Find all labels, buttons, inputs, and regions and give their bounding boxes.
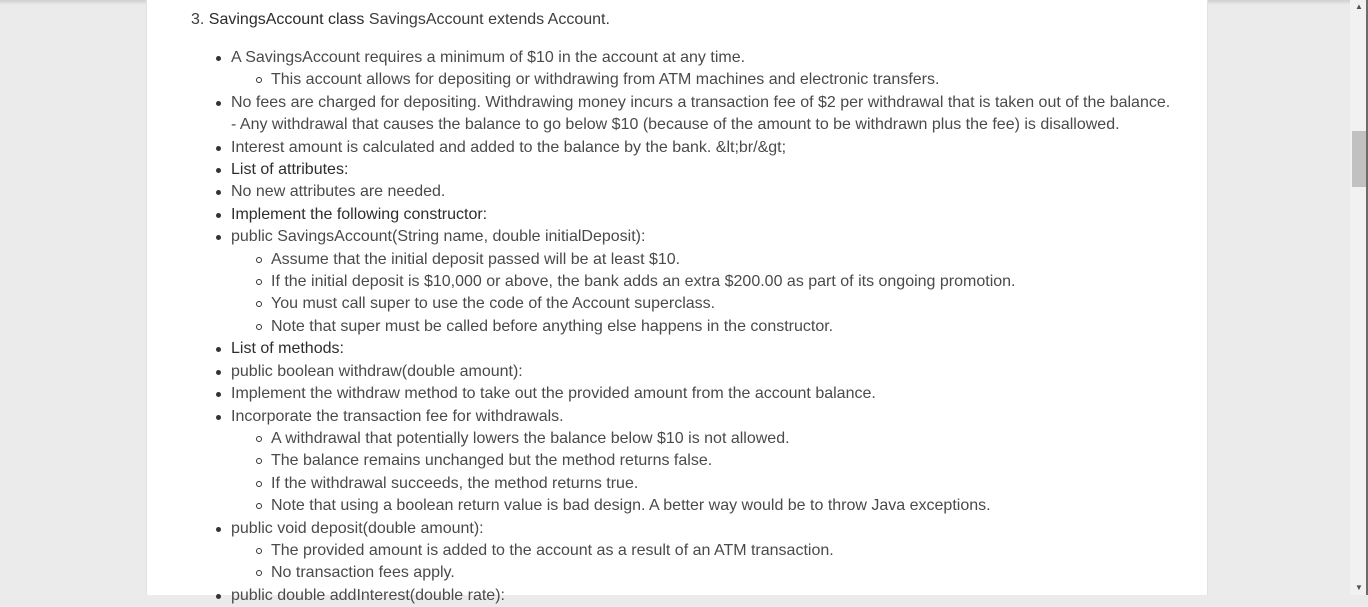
- bullet-icon: [216, 594, 221, 599]
- list-item-text: public boolean withdraw(double amount):: [231, 362, 523, 380]
- sub-list-item: [231, 428, 1191, 450]
- bullet-icon: [216, 168, 221, 173]
- list-item-text: The provided amount is added to the account as a result of an ATM transaction.: [271, 541, 834, 559]
- list-item-text: You must call super to use the code of the Account superclass.: [271, 295, 716, 313]
- list-item: [231, 204, 1191, 226]
- list-item: [231, 518, 1191, 540]
- bullet-icon: [216, 213, 221, 218]
- list-item-text: public void deposit(double amount):: [231, 519, 484, 537]
- section-title: SavingsAccount class: [208, 11, 365, 28]
- list-item: [231, 137, 1191, 159]
- list-item-text: public double addInterest(double rate):: [231, 586, 505, 604]
- list-item-text: Assume that the initial deposit passed will be at least $10.: [271, 250, 681, 268]
- list-item-text: No new attributes are needed.: [231, 183, 446, 201]
- sub-list-item: [231, 271, 1191, 293]
- list-item: [231, 406, 1191, 428]
- requirements-list: [231, 47, 1191, 607]
- sub-list-item: [231, 316, 1191, 338]
- sub-list-item: [231, 69, 1191, 91]
- hollow-bullet-icon: [256, 301, 262, 307]
- list-item-text: A SavingsAccount requires a minimum of $10 in the account at any time.: [231, 49, 746, 66]
- hollow-bullet-icon: [256, 324, 262, 330]
- list-item: [231, 47, 1191, 69]
- list-item: [231, 338, 1191, 360]
- sub-list-item: [231, 249, 1191, 271]
- list-item-text: Interest amount is calculated and added to the balance by the bank. &lt;br/&gt;: [231, 138, 787, 156]
- list-item-text: Incorporate the transaction fee for withdrawals.: [231, 407, 564, 425]
- hollow-bullet-icon: [256, 548, 262, 554]
- bullet-icon: [216, 415, 221, 420]
- sub-list-item: [231, 293, 1191, 315]
- list-item: [231, 92, 1191, 137]
- list-item: [231, 226, 1191, 248]
- list-item-text: No transaction fees apply.: [271, 564, 455, 582]
- list-item-text: A withdrawal that potentially lowers the balance below $10 is not allowed.: [271, 429, 790, 447]
- content-page: [146, 0, 1208, 604]
- list-item-text: Implement the following constructor:: [231, 205, 488, 223]
- list-item-text: Implement the withdraw method to take out the provided amount from the account balance.: [231, 385, 876, 403]
- hollow-bullet-icon: [256, 481, 262, 487]
- sub-list-item: [231, 540, 1191, 562]
- list-item: [231, 585, 1191, 607]
- hollow-bullet-icon: [256, 570, 262, 576]
- scroll-down-icon[interactable]: ▼: [1355, 583, 1363, 592]
- list-item-text: If the initial deposit is $10,000 or above, the bank adds an extra $200.00 as part of its ongoing promotion.: [271, 273, 1016, 291]
- scrollbar-thumb[interactable]: [1352, 131, 1366, 187]
- bullet-icon: [216, 370, 221, 375]
- section-subtitle: SavingsAccount extends Account.: [368, 11, 610, 28]
- list-item-text: No fees are charged for depositing. Withdrawing money incurs a transaction fee of $2 per withdrawal that is taken out of the balance.: [231, 93, 1171, 111]
- list-item-text: Note that super must be called before anything else happens in the constructor.: [271, 317, 834, 335]
- list-item: [231, 383, 1191, 405]
- section-heading: [191, 10, 610, 30]
- bullet-icon: [216, 392, 221, 397]
- bullet-icon: [216, 56, 221, 61]
- bullet-icon: [216, 101, 221, 106]
- bullet-icon: [216, 347, 221, 352]
- sub-list-item: [231, 562, 1191, 584]
- bullet-icon: [216, 146, 221, 151]
- sub-list-item: [231, 495, 1191, 517]
- bullet-icon: [216, 235, 221, 240]
- hollow-bullet-icon: [256, 279, 262, 285]
- list-item-text: If the withdrawal succeeds, the method returns true.: [271, 474, 639, 492]
- scroll-up-icon[interactable]: ▲: [1355, 2, 1363, 11]
- list-item-text: This account allows for depositing or withdrawing from ATM machines and electronic transfers.: [271, 71, 940, 89]
- hollow-bullet-icon: [256, 436, 262, 442]
- list-item-text: List of attributes:: [231, 161, 349, 179]
- list-item: [231, 159, 1191, 181]
- hollow-bullet-icon: [256, 257, 262, 263]
- list-item-text: Note that using a boolean return value is bad design. A better way would be to throw Java exceptions.: [271, 497, 991, 515]
- list-item-text: public SavingsAccount(String name, double initialDeposit):: [231, 228, 646, 246]
- sub-list-item: [231, 473, 1191, 495]
- hollow-bullet-icon: [256, 77, 262, 83]
- bullet-icon: [216, 190, 221, 195]
- list-item: [231, 361, 1191, 383]
- list-item-continuation: - Any withdrawal that causes the balance to go below $10 (because of the amount to be withdrawn plus the fee) is disallowed.: [231, 116, 1120, 134]
- hollow-bullet-icon: [256, 458, 262, 464]
- bullet-icon: [216, 527, 221, 532]
- sub-list-item: [231, 450, 1191, 472]
- list-item-text: The balance remains unchanged but the method returns false.: [271, 452, 713, 470]
- section-number: 3.: [191, 11, 205, 28]
- list-item: [231, 181, 1191, 203]
- hollow-bullet-icon: [256, 503, 262, 509]
- list-item-text: List of methods:: [231, 340, 344, 358]
